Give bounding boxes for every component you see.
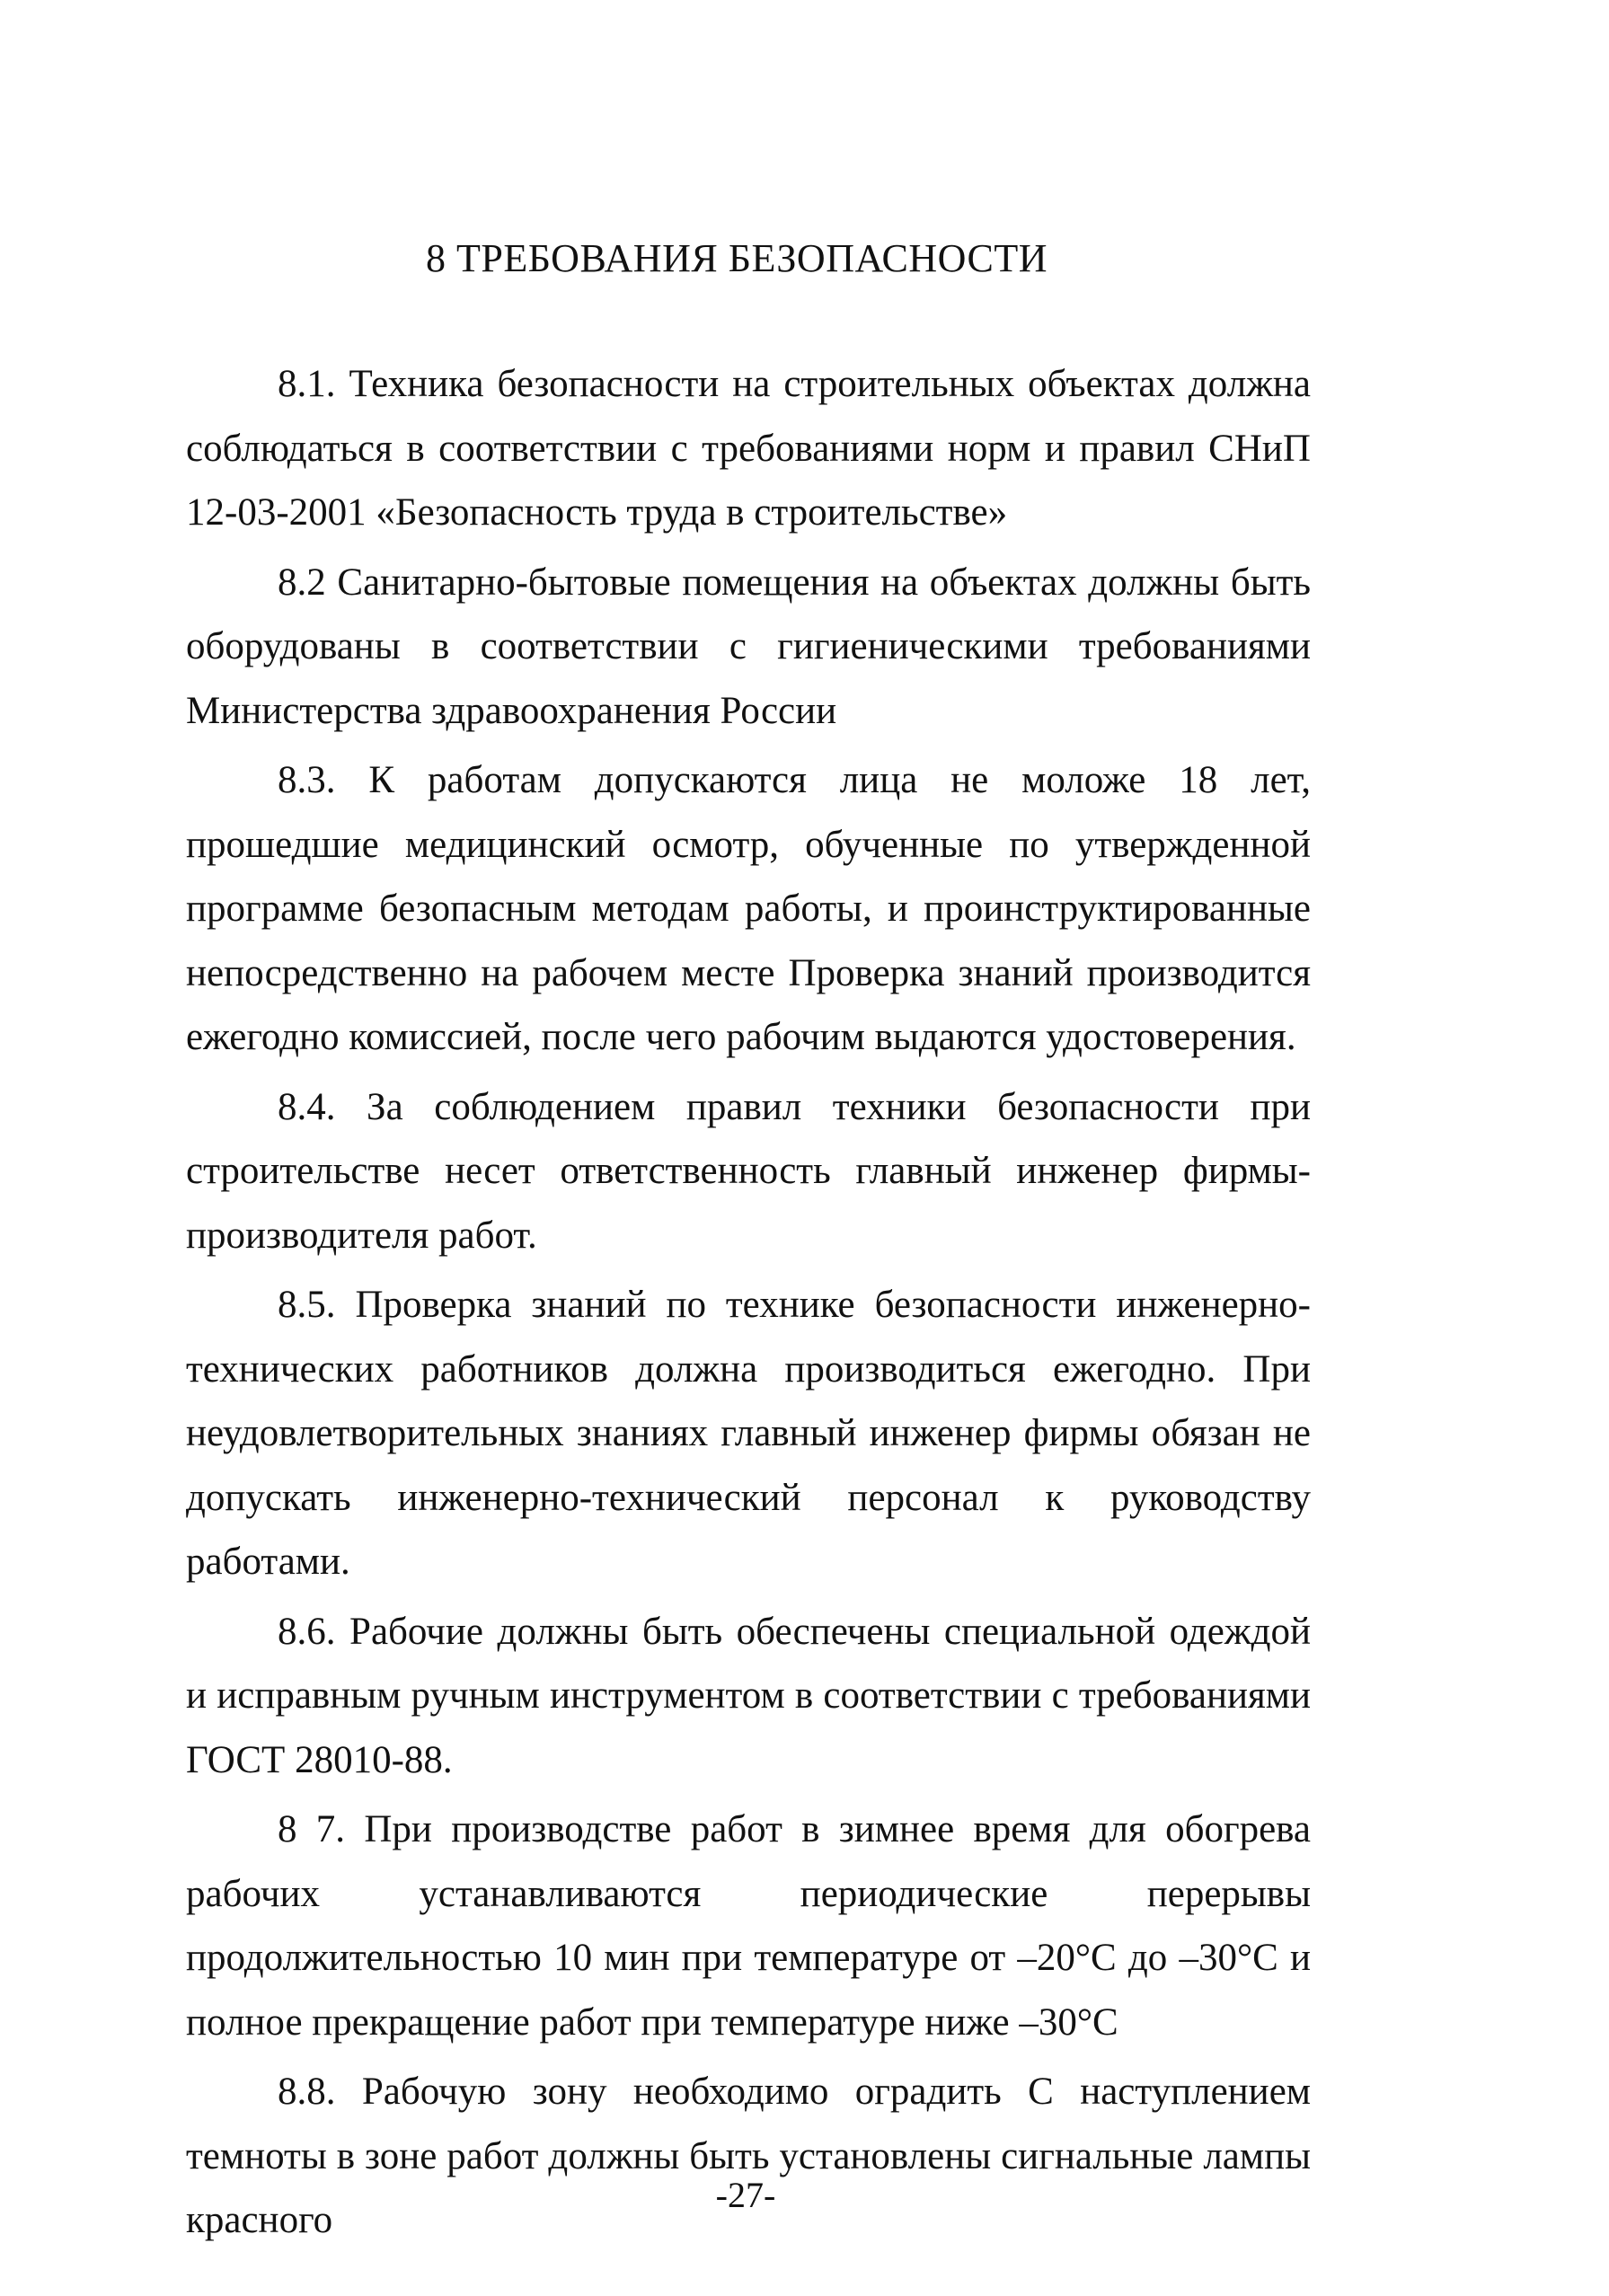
paragraph-8-2: 8.2 Санитарно-бытовые помещения на объектах должны быть оборудованы в соответствии с гигиеническими требованиями Министерства здравоохранения России (186, 561, 1311, 732)
section-body (186, 352, 1311, 2258)
paragraph-8-3: 8.3. К работам допускаются лица не моложе 18 лет, прошедшие медицинский осмотр, обученные по утвержденной программе безопасным методам работы, и проинструктированные непосредственно на рабочем месте Проверка знаний производится ежегодно комиссией, после чего рабочим выдаются удостоверения. (186, 759, 1311, 1058)
section-heading: 8 ТРЕБОВАНИЯ БЕЗОПАСНОСТИ (425, 236, 1048, 280)
paragraph-8-4: 8.4. За соблюдением правил техники безопасности при строительстве несет ответственность главный инженер фирмы-производителя работ. (186, 1085, 1311, 1257)
paragraph-8-7: 8 7. При производстве работ в зимнее время для обогрева рабочих устанавливаются периодические перерывы продолжительностью 10 мин при температуре от –20°С до –30°С и полное прекращение работ при температуре ниже –30°С (186, 1808, 1311, 2044)
paragraph-8-6: 8.6. Рабочие должны быть обеспечены специальной одеждой и исправным ручным инструментом в соответствии с требованиями ГОСТ 28010-88. (186, 1610, 1311, 1781)
page-number: -27- (715, 2175, 776, 2215)
paragraph-8-8: 8.8. Рабочую зону необходимо оградить С наступлением темноты в зоне работ должны быть установлены сигнальные лампы красного (186, 2071, 1311, 2241)
paragraph-8-5: 8.5. Проверка знаний по технике безопасности инженерно-технических работников должна производиться ежегодно. При неудовлетворительных знаниях главный инженер фирмы обязан не допускать инженерно-технический персонал к руководству работами. (186, 1284, 1311, 1583)
paragraph-8-1: 8.1. Техника безопасности на строительных объектах должна соблюдаться в соответствии с требованиями норм и правил СНиП 12-03-2001 «Безопасность труда в строительстве» (186, 363, 1311, 534)
